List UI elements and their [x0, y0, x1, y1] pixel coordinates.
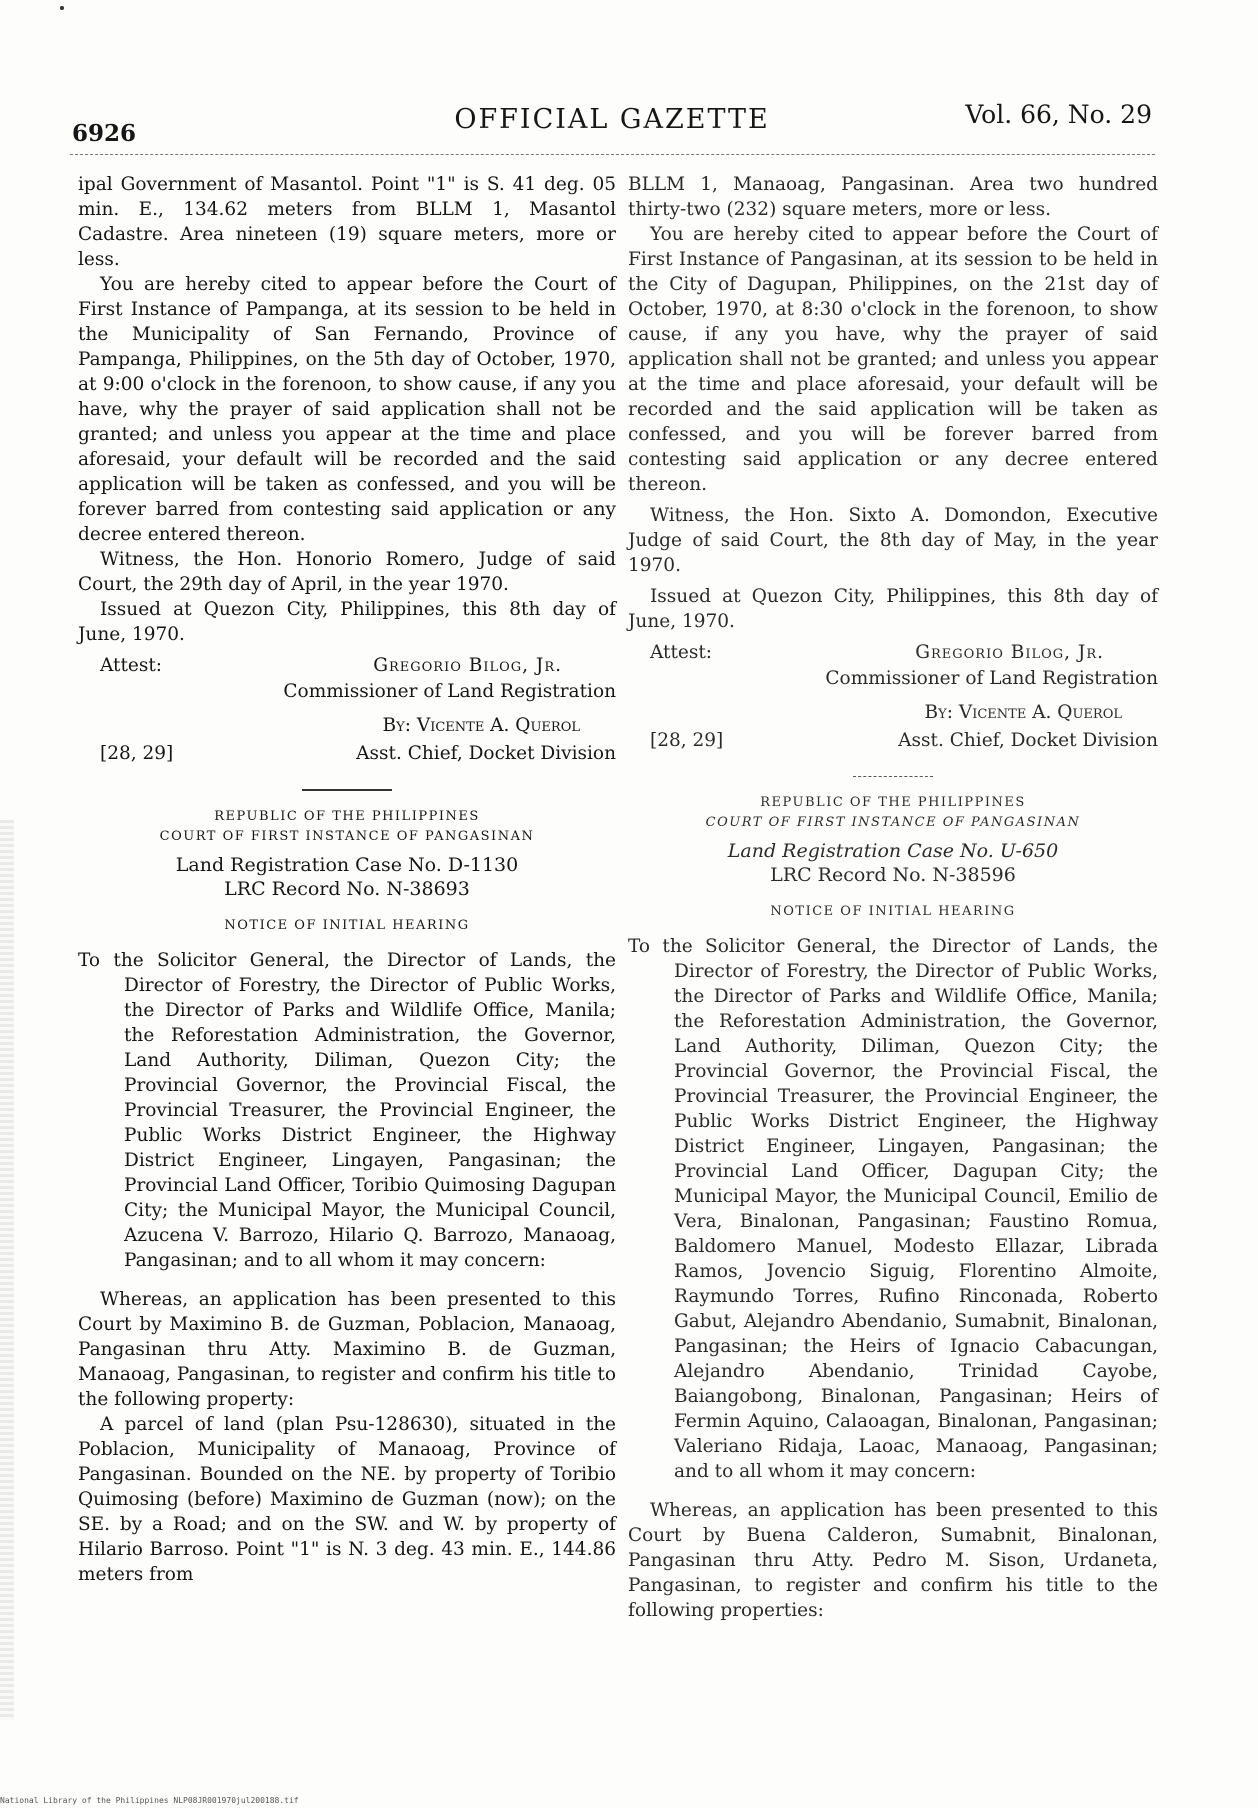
paragraph: ipal Government of Masantol. Point "1" is S. 41 deg. 05 min. E., 134.62 meters from BLLM 1, Masantol Cadastre. Area nineteen (19) square meters, more or less. — [78, 174, 616, 270]
court-heading: COURT OF FIRST INSTANCE OF PANGASINAN — [159, 829, 535, 844]
whereas-clause: Whereas, an application has been presented to this Court by Buena Calderon, Sumabnit, Binalonan, Pangasinan thru Atty. Pedro M. Sison, Urdaneta, Pangasinan, to register and confirm his title to the following properties: — [628, 1500, 1158, 1621]
republic-heading: REPUBLIC OF THE PHILIPPINES — [214, 809, 480, 824]
issued-clause: Issued at Quezon City, Philippines, this 8th day of June, 1970. — [628, 586, 1158, 632]
assistant-title: Asst. Chief, Docket Division — [898, 730, 1158, 751]
by-line: By: Vicente A. Querol — [924, 702, 1122, 723]
lrc-record: LRC Record No. N-38596 — [770, 864, 1016, 886]
case-number: Land Registration Case No. U-650 — [727, 840, 1059, 862]
signatory-title: Commissioner of Land Registration — [283, 681, 616, 702]
scan-speck — [60, 6, 64, 10]
witness-clause: Witness, the Hon. Honorio Romero, Judge of said Court, the 29th day of April, in the year 1970. — [78, 549, 616, 595]
notice-heading: NOTICE OF INITIAL HEARING — [224, 918, 470, 933]
page-header — [72, 98, 1152, 148]
issue-reference: [28, 29] — [650, 730, 724, 751]
paragraph: You are hereby cited to appear before the Court of First Instance of Pangasinan, at its session to be held in the City of Dagupan, Philippines, on the 21st day of October, 1970, at 8:30 o'clock in the forenoon, to show cause, if any you have, why the prayer of said application shall not be granted; and unless you appear at the time and place aforesaid, your default will be recorded and the said application will be taken as confessed, and you will be forever barred from contesting said application or any decree entered thereon. — [628, 224, 1158, 495]
whereas-clause: Whereas, an application has been presented to this Court by Maximino B. de Guzman, Poblacion, Manaoag, Pangasinan thru Atty. Maximino B. de Guzman, Manaoag, Pangasinan, to register and confirm his title to the following property: — [78, 1289, 616, 1410]
addressee-list: To the Solicitor General, the Director of Lands, the Director of Forestry, the Director of Public Works, the Director of Parks and Wildlife Office, Manila; the Reforestation Administration, the Governor, Land Authority, Diliman, Quezon City; the Provincial Governor, the Provincial Fiscal, the Provincial Treasurer, the Provincial Engineer, the Public Works District Engineer, the Highway District Engineer, Lingayen, Pangasinan; the Provincial Land Officer, Dagupan City; the Municipal Mayor, the Municipal Council, Emilio de Vera, Binalonan, Pangasinan; Faustino Romua, Baldomero Manuel, Modesto Ellazar, Librada Ramos, Jovencio Siguig, Florentino Almoite, Raymundo Torres, Rufino Rinconada, Roberto Gabut, Alejandro Abendanio, Sumabnit, Binalonan, Pangasinan; the Heirs of Ignacio Cabacungan, Alejandro Abendanio, Trinidad Cayobe, Baiangobong, Binalonan, Pangasinan; Heirs of Fermin Aquino, Calaoagan, Binalonan, Pangasinan; Valeriano Ridaja, Laoac, Manaoag, Pangasinan; and to all whom it may concern: — [628, 936, 1158, 1482]
header-rule — [70, 154, 1155, 155]
issued-clause: Issued at Quezon City, Philippines, this 8th day of June, 1970. — [78, 599, 616, 645]
signatory-title: Commissioner of Land Registration — [825, 668, 1158, 689]
signature-block — [78, 653, 616, 783]
signatory-name: Gregorio Bilog, Jr. — [373, 655, 562, 676]
addressee-list: To the Solicitor General, the Director of Lands, the Director of Forestry, the Director of Public Works, the Director of Parks and Wildlife Office, Manila; the Reforestation Administration, the Governor, Land Authority, Diliman, Quezon City; the Provincial Governor, the Provincial Fiscal, the Provincial Treasurer, the Provincial Engineer, the Public Works District Engineer, the Highway District Engineer, Lingayen, Pangasinan; the Provincial Land Officer, Toribio Quimosing Dagupan City; the Municipal Mayor, the Municipal Council, Azucena V. Barrozo, Hilario Q. Barrozo, Manaoag, Pangasinan; and to all whom it may concern: — [78, 950, 616, 1271]
attest-label: Attest: — [100, 655, 163, 676]
lrc-record: LRC Record No. N-38693 — [224, 878, 470, 900]
republic-heading: REPUBLIC OF THE PHILIPPINES — [760, 795, 1026, 810]
section-divider — [302, 789, 392, 791]
right-column — [628, 172, 1158, 1623]
parcel-description: A parcel of land (plan Psu-128630), situated in the Poblacion, Municipality of Manaoag, Province of Pangasinan. Bounded on the NE. by property of Toribio Quimosing (before) Maximino de Guzman (now); on the SE. by a Road; and on the SW. and W. by property of Hilario Barroso. Point "1" is N. 3 deg. 43 min. E., 144.86 meters from — [78, 1414, 616, 1585]
attest-label: Attest: — [650, 642, 713, 663]
section-divider — [853, 776, 933, 777]
paragraph: BLLM 1, Manaoag, Pangasinan. Area two hundred thirty-two (232) square meters, more or less. — [628, 174, 1158, 220]
paragraph: You are hereby cited to appear before the Court of First Instance of Pampanga, at its session to be held in the Municipality of San Fernando, Province of Pampanga, Philippines, on the 5th day of October, 1970, at 9:00 o'clock in the forenoon, to show cause, if any you have, why the prayer of said application shall not be granted; and unless you appear at the time and place aforesaid, your default will be recorded and the said application will be taken as confessed, and you will be forever barred from contesting said application or any decree entered thereon. — [78, 274, 616, 545]
case-number: Land Registration Case No. D-1130 — [175, 854, 519, 876]
signature-block — [628, 640, 1158, 770]
court-heading: COURT OF FIRST INSTANCE OF PANGASINAN — [705, 815, 1081, 830]
page-number: 6926 — [72, 120, 137, 147]
binding-edge — [0, 820, 14, 1720]
left-column — [78, 172, 616, 1587]
assistant-title: Asst. Chief, Docket Division — [356, 743, 616, 764]
issue-reference: [28, 29] — [100, 743, 174, 764]
signatory-name: Gregorio Bilog, Jr. — [915, 642, 1104, 663]
witness-clause: Witness, the Hon. Sixto A. Domondon, Executive Judge of said Court, the 8th day of May, in the year 1970. — [628, 505, 1158, 576]
volume-number: Vol. 66, No. 29 — [965, 100, 1152, 129]
scan-footer: National Library of the Philippines NLP08JR001970jul200188.tif — [0, 1796, 299, 1805]
by-line: By: Vicente A. Querol — [382, 715, 580, 736]
publication-title: OFFICIAL GAZETTE — [454, 104, 770, 135]
notice-heading: NOTICE OF INITIAL HEARING — [770, 904, 1016, 919]
